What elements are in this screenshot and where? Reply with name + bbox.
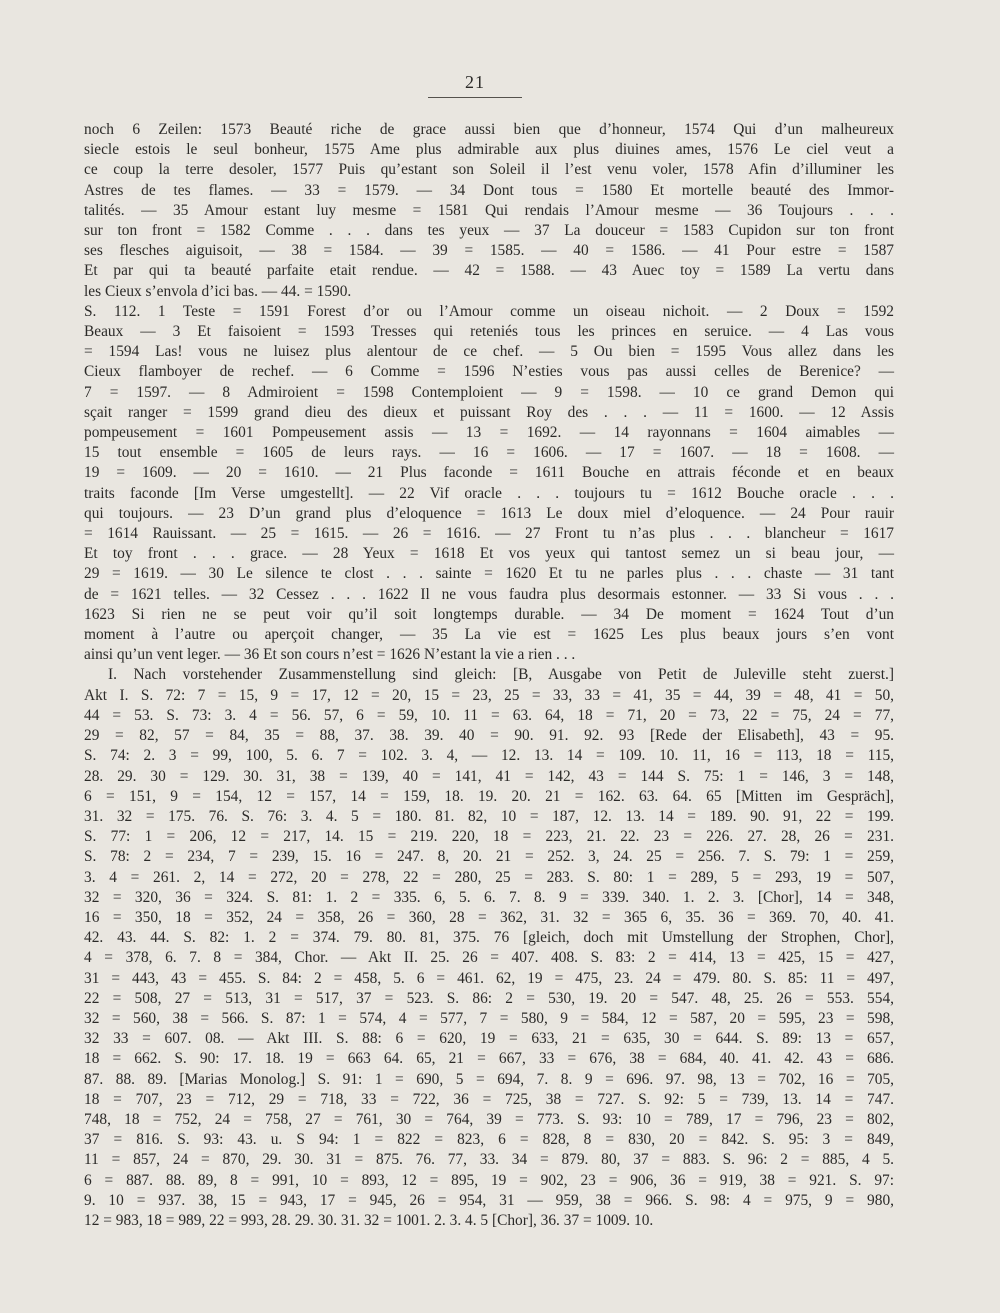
text-line: = 1594 Las! vous ne luisez plus alentour de ce chef. — 5 Ou bien = 1595 Vous allez dans les: [84, 343, 894, 361]
text-line: 32 33 = 607. 08. — Akt III. S. 88: 6 = 620, 19 = 633, 21 = 635, 30 = 644. S. 89: 13 = 657,: [84, 1030, 894, 1048]
text-line: S. 112. 1 Teste = 1591 Forest d’or ou l’Amour comme un oiseau nichoit. — 2 Doux = 1592: [84, 302, 894, 320]
text-line: 15 tout ensemble = 1605 de leurs rays. — 16 = 1606. — 17 = 1607. — 18 = 1608. —: [84, 444, 894, 462]
page-number: 21: [465, 72, 485, 92]
text-line: 32 = 560, 38 = 566. S. 87: 1 = 574, 4 = 577, 7 = 580, 9 = 584, 12 = 587, 20 = 595, 23 = 598,: [84, 1009, 894, 1027]
paragraph-i-nach-vorstehender: [84, 665, 894, 1231]
text-line: 42. 43. 44. S. 82: 1. 2 = 374. 79. 80. 81, 375. 76 [gleich, doch mit Umstellung der Strophen, Chor],: [84, 929, 894, 947]
paragraph-s-112: [84, 302, 894, 666]
text-line: 31 = 443, 43 = 455. S. 84: 2 = 458, 5. 6 = 461. 62, 19 = 475, 23. 24 = 479. 80. S. 85: 11 = 497,: [84, 969, 894, 987]
text-line: 37 = 816. S. 93: 43. u. S 94: 1 = 822 = 823, 6 = 828, 8 = 830, 20 = 842. S. 95: 3 = 849,: [84, 1131, 894, 1149]
text-line: Cieux flamboyer de rechef. — 6 Comme = 1596 N’esties vous pas aussi celles de Berenice? —: [84, 363, 894, 381]
text-line: S. 74: 2. 3 = 99, 100, 5. 6. 7 = 102. 3. 4, — 12. 13. 14 = 109. 10. 11, 16 = 113, 18 = 115,: [84, 747, 894, 765]
text-line: 18 = 662. S. 90: 17. 18. 19 = 663 64. 65, 21 = 667, 33 = 676, 38 = 684, 40. 41. 42. 43 = 686.: [84, 1050, 894, 1068]
text-line: sur ton front = 1582 Comme . . . dans tes yeux — 37 La douceur = 1583 Cupidon sur ton front: [84, 222, 894, 240]
text-line: 748, 18 = 752, 24 = 758, 27 = 761, 30 = 764, 39 = 773. S. 93: 10 = 789, 17 = 796, 23 = 802,: [84, 1110, 894, 1128]
text-line: pompeusement = 1601 Pompeusement assis — 13 = 1692. — 14 rayonnans = 1604 aimables —: [84, 424, 894, 442]
text-line: les Cieux s’envola d’ici bas. — 44. = 1590.: [84, 282, 352, 300]
text-line: ainsi qu’un vent leger. — 36 Et son cours n’est = 1626 N’estant la vie a rien . . .: [84, 646, 576, 664]
text-line: moment à l’autre ou aperçoit changer, — 35 La vie est = 1625 Les plus beaux jours s’en vont: [84, 626, 894, 644]
text-line: sçait ranger = 1599 grand dieu des dieux et puissant Roy des . . . — 11 = 1600. — 12 Assis: [84, 403, 894, 421]
text-block: [84, 120, 894, 1231]
text-line: noch 6 Zeilen: 1573 Beauté riche de grace aussi bien que d’honneur, 1574 Qui d’un malheureux: [84, 121, 894, 138]
text-line: Et par qui ta beauté parfaite etait rendue. — 42 = 1588. — 43 Auec toy = 1589 La vertu dans: [84, 262, 894, 280]
text-line: ses flesches aiguisoit, — 38 = 1584. — 39 = 1585. — 40 = 1586. — 41 Pour estre = 1587: [84, 242, 894, 260]
text-line: talités. — 35 Amour estant luy mesme = 1581 Qui rendais l’Amour mesme — 36 Toujours . . .: [84, 201, 894, 219]
text-line: de = 1621 telles. — 32 Cessez . . . 1622 Il ne vous faudra plus desormais estonner. — 33 Si vous . . .: [84, 585, 894, 603]
text-line: 32 = 320, 36 = 324. S. 81: 1. 2 = 335. 6, 5. 6. 7. 8. 9 = 339. 340. 1. 2. 3. [Chor], 14 = 348,: [84, 888, 894, 906]
text-line: 22 = 508, 27 = 513, 31 = 517, 37 = 523. S. 86: 2 = 530, 19. 20 = 547. 48, 25. 26 = 553. 554,: [84, 989, 894, 1007]
text-line: 3. 4 = 261. 2, 14 = 272, 20 = 278, 22 = 280, 25 = 283. S. 80: 1 = 289, 5 = 293, 19 = 507,: [84, 868, 894, 886]
text-line: 11 = 857, 24 = 870, 29. 30. 31 = 875. 76. 77, 33. 34 = 879. 80, 37 = 883. S. 96: 2 = 885, 4 5.: [84, 1151, 894, 1169]
text-line: 44 = 53. S. 73: 3. 4 = 56. 57, 6 = 59, 10. 11 = 63. 64, 18 = 71, 20 = 73, 22 = 75, 24 = 77,: [84, 706, 894, 724]
text-line: 18 = 707, 23 = 712, 29 = 718, 33 = 722, 36 = 725, 38 = 727. S. 92: 5 = 739, 13. 14 = 747.: [84, 1090, 894, 1108]
text-line: 87. 88. 89. [Marias Monolog.] S. 91: 1 = 690, 5 = 694, 7. 8. 9 = 696. 97. 98, 13 = 702, 16 = 705,: [84, 1070, 894, 1088]
text-line: 6 = 151, 9 = 154, 12 = 157, 14 = 159, 18. 19. 20. 21 = 162. 63. 64. 65 [Mitten im Gespräch],: [84, 787, 894, 805]
text-line: 6 = 887. 88. 89, 8 = 991, 10 = 893, 12 = 895, 19 = 902, 23 = 906, 36 = 919, 38 = 921. S. 97:: [84, 1171, 894, 1189]
text-line: 7 = 1597. — 8 Admiroient = 1598 Contemploient — 9 = 1598. — 10 ce grand Demon qui: [84, 383, 894, 401]
text-line: 9. 10 = 937. 38, 15 = 943, 17 = 945, 26 = 954, 31 — 959, 38 = 966. S. 98: 4 = 975, 9 = 980,: [84, 1191, 894, 1209]
text-line: siecle estois le seul bonheur, 1575 Ame plus admirable aux plus diuines ames, 1576 Le ciel veut a: [84, 141, 894, 159]
text-line: 12 = 983, 18 = 989, 22 = 993, 28. 29. 30. 31. 32 = 1001. 2. 3. 4. 5 [Chor], 36. 37 = 1009. 10.: [84, 1211, 654, 1229]
text-line: Astres de tes flames. — 33 = 1579. — 34 Dont tous = 1580 Et mortelle beauté des Immor-: [84, 181, 894, 199]
text-line: Beaux — 3 Et faisoient = 1593 Tresses qui reteniés tous les princes en seruice. — 4 Las vous: [84, 323, 894, 341]
text-line: S. 78: 2 = 234, 7 = 239, 15. 16 = 247. 8, 20. 21 = 252. 3, 24. 25 = 256. 7. S. 79: 1 = 259,: [84, 848, 894, 866]
text-line: 29 = 82, 57 = 84, 35 = 88, 37. 38. 39. 40 = 90. 91. 92. 93 [Rede der Elisabeth], 43 = 95.: [84, 727, 894, 745]
text-line: 4 = 378, 6. 7. 8 = 384, Chor. — Akt II. 25. 26 = 407. 408. S. 83: 2 = 414, 13 = 425, 15 = 427,: [84, 949, 894, 967]
text-line: Et toy front . . . grace. — 28 Yeux = 1618 Et vos yeux qui tantost semez un si beau jour, —: [84, 545, 894, 563]
text-line: 19 = 1609. — 20 = 1610. — 21 Plus faconde = 1611 Bouche en attrais féconde et en beaux: [84, 464, 894, 482]
text-line: qui toujours. — 23 D’un grand plus d’eloquence = 1613 Le doux miel d’eloquence. — 24 Pour rauir: [84, 504, 894, 522]
text-line: I. Nach vorstehender Zusammenstellung sind gleich: [B, Ausgabe von Petit de Juleville steht zuerst.]: [108, 666, 894, 684]
page-number-rule: [428, 97, 522, 98]
text-line: 16 = 350, 18 = 352, 24 = 358, 26 = 360, 28 = 362, 31. 32 = 365 6, 35. 36 = 369. 70, 40. 41.: [84, 908, 894, 926]
text-line: S. 77: 1 = 206, 12 = 217, 14. 15 = 219. 220, 18 = 223, 21. 22. 23 = 226. 27. 28, 26 = 231.: [84, 828, 894, 846]
text-line: traits faconde [Im Verse umgestellt]. — 22 Vif oracle . . . toujours tu = 1612 Bouche oracle . . .: [84, 484, 894, 502]
text-line: = 1614 Rauissant. — 25 = 1615. — 26 = 1616. — 27 Front tu n’as plus . . . blancheur = 1617: [84, 525, 894, 543]
text-line: 28. 29. 30 = 129. 30. 31, 38 = 139, 40 = 141, 41 = 142, 43 = 144 S. 75: 1 = 146, 3 = 148,: [84, 767, 894, 785]
paragraph-noch-6-zeilen: [84, 120, 894, 302]
text-line: 31. 32 = 175. 76. S. 76: 3. 4. 5 = 180. 81. 82, 10 = 187, 12. 13. 14 = 189. 90. 91, 22 = 199.: [84, 807, 894, 825]
text-line: Akt I. S. 72: 7 = 15, 9 = 17, 12 = 20, 15 = 23, 25 = 33, 33 = 41, 35 = 44, 39 = 48, 41 = 50,: [84, 686, 894, 704]
text-line: 29 = 1619. — 30 Le silence te clost . . . sainte = 1620 Et tu ne parles plus . . . chaste — 31 tant: [84, 565, 894, 583]
text-line: ce coup la terre desoler, 1577 Puis qu’estant son Soleil il l’est venu voler, 1578 Afin d’illuminer les: [84, 161, 894, 179]
text-line: 1623 Si rien ne se peut voir qu’il soit longtemps durable. — 34 De moment = 1624 Tout d’un: [84, 605, 894, 623]
